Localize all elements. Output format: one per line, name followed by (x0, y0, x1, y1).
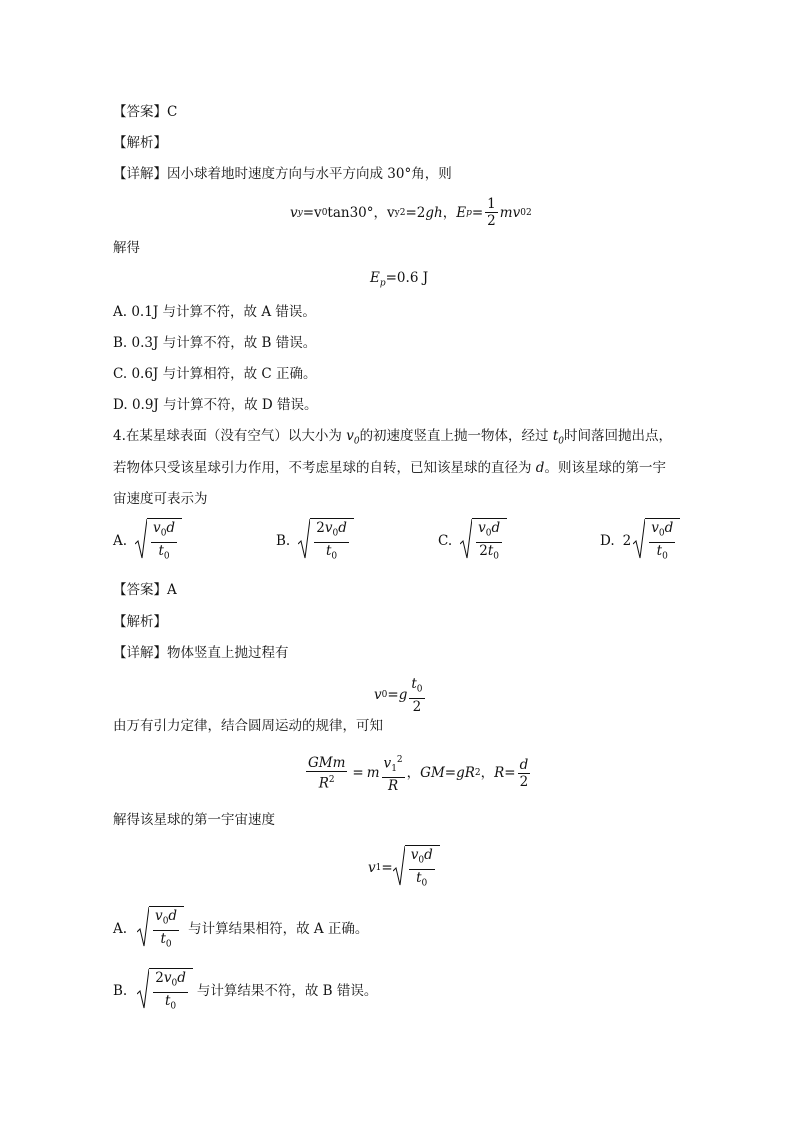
q4-equation-v0: v 0 = g $t_0$ 2 (374, 676, 423, 715)
q4-analysis-label: 【解析】 (113, 614, 167, 630)
q4-equation-v1: v 1 = $v_0d$ $t_0$ (368, 845, 440, 891)
q3-option-a: A. 0.1J 与计算不符，故 A 错误。 (113, 304, 316, 320)
q4-stem-line-3: 宙速度可表示为 (113, 491, 208, 507)
q3-option-d: D. 0.9J 与计算不符，故 D 错误。 (113, 397, 318, 413)
q4-option-c: C. $v_0d$ $2t_0$ (438, 518, 507, 564)
q4-equation-gravity: GMm $R^2$ = m $v_1^2$ R ， GM = gR 2 ， R = $\frac{d}{2}$ (304, 752, 532, 794)
q3-analysis-label: 【解析】 (113, 135, 167, 151)
q3-detail-line: 【详解】因小球着地时速度方向与水平方向成 30°角，则 (113, 166, 452, 182)
q3-answer-line: 【答案】C (113, 104, 178, 120)
q3-answer: C (167, 104, 178, 120)
q4-option-d: D. 2 $v_0d$ $t_0$ (600, 518, 680, 564)
q3-result: $E_p=0.6$ J (370, 270, 429, 289)
q3-half-fraction: $\frac{1}{2}$ (487, 196, 496, 229)
q4-analysis-option-b: B. $2v_0d$ $t_0$ 与计算结果不符，故 B 错误。 (113, 968, 377, 1014)
q4-solve-text: 解得该星球的第一宇宙速度 (113, 812, 275, 828)
q3-option-c: C. 0.6J 与计算相符，故 C 正确。 (113, 366, 317, 382)
q4-answer: A (167, 582, 177, 598)
q4-answer-line: 【答案】A (113, 582, 177, 598)
q4-option-b: B. $2v_0d$ $t_0$ (276, 518, 354, 564)
q4-stem-line-1: 4.在某星球表面（没有空气）以大小为 $v_0$的初速度竖直上抛一物体，经过 $t_0$时间落回抛出点， (113, 428, 673, 447)
q4-gravity-text: 由万有引力定律，结合圆周运动的规律，可知 (113, 718, 383, 734)
q4-analysis-option-a: A. $v_0d$ $t_0$ 与计算结果相符，故 A 正确。 (113, 906, 368, 952)
q4-stem-line-2: 若物体只受该星球引力作用，不考虑星球的自转，已知该星球的直径为 d。则该星球的第一宇 (113, 460, 666, 476)
q3-solve-label: 解得 (113, 240, 140, 256)
q4-option-a: A. $v_0d$ $t_0$ (113, 518, 182, 564)
q4-detail-line: 【详解】物体竖直上抛过程有 (113, 645, 289, 661)
q3-option-b: B. 0.3J 与计算不符，故 B 错误。 (113, 335, 317, 351)
q3-equation-1: v y =v 0 tan30°，v y 2 =2 gh ， E p = $\frac{1}{2}$ mv 0 2 (290, 196, 532, 229)
